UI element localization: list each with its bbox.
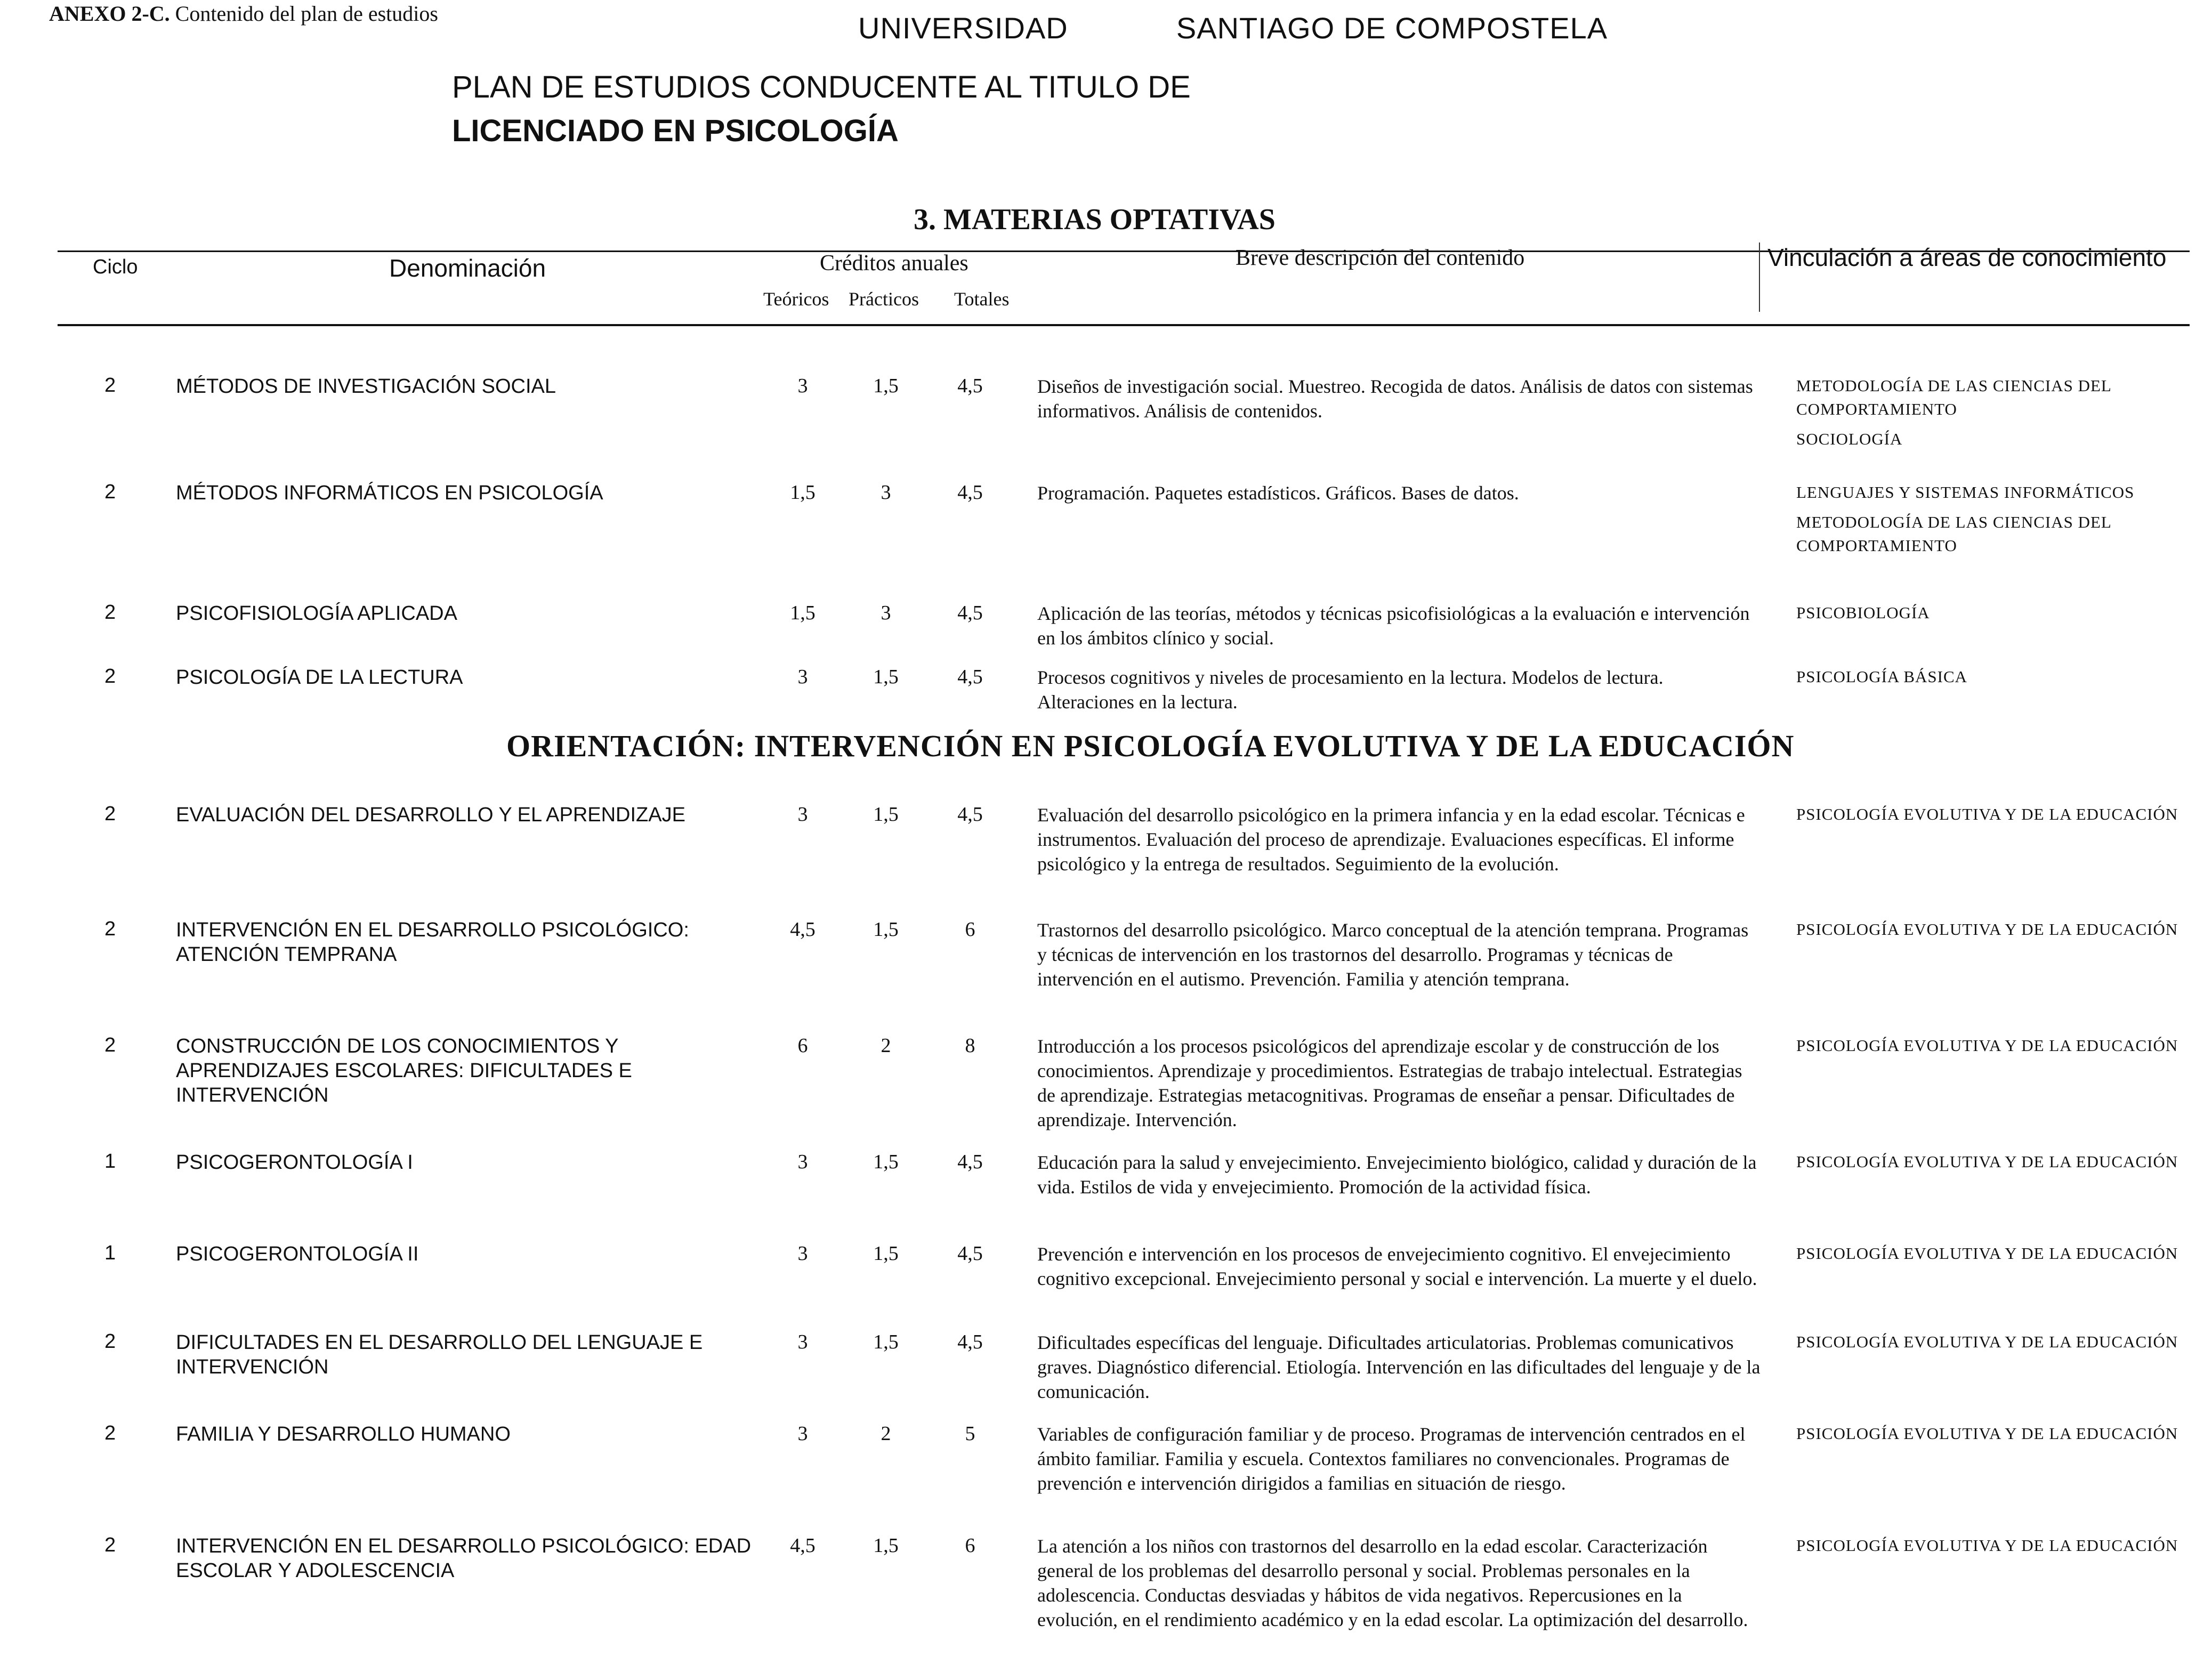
university-heading [858,11,1608,45]
knowledge-area: PSICOLOGÍA BÁSICA [1796,667,1968,686]
cell-teoricos: 3 [797,1422,808,1445]
cell-teoricos: 1,5 [790,481,816,504]
cell-practicos: 2 [881,1034,891,1057]
cell-denominacion: PSICOFISIOLOGÍA APLICADA [176,602,457,625]
cell-descripcion: Trastornos del desarrollo psicológico. Marco conceptual de la atención temprana. Programas y técnicas de intervención en los trastornos del desarrollo. Programas y técnicas de intervención en el autismo. Prevención. Familia y atención temprana. [1037,919,1749,990]
cell-ciclo: 2 [104,1034,116,1056]
knowledge-area: PSICOLOGÍA EVOLUTIVA Y DE LA EDUCACIÓN [1796,805,2178,823]
cell-practicos: 1,5 [873,375,899,397]
cell-ciclo: 2 [104,1330,116,1353]
cell-practicos: 2 [881,1422,891,1445]
cell-denominacion: EVALUACIÓN DEL DESARROLLO Y EL APRENDIZAJE [176,804,685,826]
column-header-practicos: Prácticos [849,288,919,310]
table-header-rule [58,324,2190,326]
cell-totales: 4,5 [957,1151,983,1173]
cell-teoricos: 3 [797,1151,808,1173]
cell-vinculacion [1796,481,2180,564]
cell-vinculacion [1796,601,2180,631]
cell-vinculacion [1796,1330,2180,1360]
knowledge-area: PSICOLOGÍA EVOLUTIVA Y DE LA EDUCACIÓN [1796,1332,2178,1351]
cell-vinculacion [1796,918,2180,948]
cell-totales: 4,5 [957,375,983,397]
knowledge-area: METODOLOGÍA DE LAS CIENCIAS DEL COMPORTAMIENTO [1796,376,2111,418]
cell-totales: 4,5 [957,1331,983,1353]
cell-descripcion: Dificultades específicas del lenguaje. Dificultades articulatorias. Problemas comunicativos graves. Diagnóstico diferencial. Etiología. Intervención en las dificultades del lenguaje y de la comunicación. [1037,1332,1761,1402]
cell-practicos: 1,5 [873,1151,899,1173]
cell-totales: 4,5 [957,803,983,826]
cell-denominacion: PSICOGERONTOLOGÍA II [176,1243,419,1265]
cell-totales: 4,5 [957,666,983,688]
cell-vinculacion [1796,1034,2180,1064]
cell-teoricos: 4,5 [790,1534,816,1557]
cell-ciclo: 2 [104,803,116,825]
cell-practicos: 3 [881,602,891,624]
cell-denominacion: MÉTODOS INFORMÁTICOS EN PSICOLOGÍA [176,482,603,504]
cell-teoricos: 3 [797,375,808,397]
cell-denominacion: PSICOLOGÍA DE LA LECTURA [176,666,463,689]
cell-vinculacion [1796,1150,2180,1180]
column-header-teoricos: Teóricos [763,288,829,310]
cell-ciclo: 2 [104,665,116,688]
section-title: 3. MATERIAS OPTATIVAS [914,203,1275,236]
cell-descripcion: Programación. Paquetes estadísticos. Gráficos. Bases de datos. [1037,482,1519,504]
column-header-descripcion: Breve descripción del contenido [1236,246,1525,270]
cell-practicos: 1,5 [873,1331,899,1353]
cell-vinculacion [1796,665,2180,695]
cell-descripcion: Educación para la salud y envejecimiento. Envejecimiento biológico, calidad y duración de la vida. Estilos de vida y envejecimiento. Promoción de la actividad física. [1037,1152,1757,1198]
header-column-separator [1759,243,1760,312]
cell-totales: 4,5 [957,1242,983,1265]
cell-teoricos: 3 [797,1242,808,1265]
cell-descripcion: Prevención e intervención en los procesos de envejecimiento cognitivo. El envejecimiento cognitivo excepcional. Envejecimiento personal y social e intervención. La muerte y el duelo. [1037,1243,1757,1289]
cell-descripcion: Procesos cognitivos y niveles de procesamiento en la lectura. Modelos de lectura. Alteraciones en la lectura. [1037,667,1664,713]
cell-vinculacion [1796,1422,2180,1452]
cell-practicos: 1,5 [873,1534,899,1557]
knowledge-area: PSICOBIOLOGÍA [1796,603,1930,622]
cell-descripcion: Introducción a los procesos psicológicos del aprendizaje escolar y de construcción de los conocimientos. Aprendizaje y procedimientos. Estrategias de trabajo intelectual. Estrategias de aprendizaje. Estrategias metacognitivas. Programas de enseñar a pensar. Dificultades de aprendizaje. Intervención. [1037,1036,1742,1130]
cell-teoricos: 3 [797,666,808,688]
cell-denominacion: MÉTODOS DE INVESTIGACIÓN SOCIAL [176,375,556,398]
knowledge-area: PSICOLOGÍA EVOLUTIVA Y DE LA EDUCACIÓN [1796,1152,2178,1171]
column-header-vinculacion: Vinculación a áreas de conocimiento [1767,244,2167,271]
cell-teoricos: 6 [797,1034,808,1057]
cell-descripcion: Variables de configuración familiar y de proceso. Programas de intervención centrados en el ámbito familiar. Familia y escuela. Contextos familiares no convencionales. Programas de prevención e intervención dirigidos a familias en situación de riesgo. [1037,1424,1746,1494]
column-header-denominacion: Denominación [389,254,546,282]
university-label: UNIVERSIDAD [858,11,1068,45]
cell-descripcion: Diseños de investigación social. Muestreo. Recogida de datos. Análisis de datos con sistemas informativos. Análisis de contenidos. [1037,376,1753,422]
column-header-ciclo: Ciclo [93,256,138,278]
cell-denominacion: FAMILIA Y DESARROLLO HUMANO [176,1423,511,1445]
degree-title: LICENCIADO EN PSICOLOGÍA [452,114,899,148]
cell-vinculacion [1796,803,2180,832]
cell-denominacion: PSICOGERONTOLOGÍA I [176,1151,413,1174]
cell-denominacion: INTERVENCIÓN EN EL DESARROLLO PSICOLÓGICO: EDAD ESCOLAR Y ADOLESCENCIA [176,1535,752,1582]
cell-practicos: 1,5 [873,666,899,688]
cell-teoricos: 4,5 [790,918,816,941]
cell-ciclo: 2 [104,374,116,397]
university-city: SANTIAGO DE COMPOSTELA [1176,11,1608,45]
knowledge-area: PSICOLOGÍA EVOLUTIVA Y DE LA EDUCACIÓN [1796,920,2178,939]
cell-ciclo: 2 [104,481,116,503]
cell-practicos: 1,5 [873,803,899,826]
knowledge-area: PSICOLOGÍA EVOLUTIVA Y DE LA EDUCACIÓN [1796,1244,2178,1263]
cell-denominacion: INTERVENCIÓN EN EL DESARROLLO PSICOLÓGICO: ATENCIÓN TEMPRANA [176,919,689,966]
cell-totales: 8 [965,1034,975,1057]
cell-denominacion: DIFICULTADES EN EL DESARROLLO DEL LENGUAJE E INTERVENCIÓN [176,1331,703,1378]
cell-ciclo: 1 [104,1150,116,1173]
annex-label: ANEXO 2-C. [49,2,170,26]
cell-practicos: 1,5 [873,918,899,941]
cell-descripcion: Evaluación del desarrollo psicológico en la primera infancia y en la edad escolar. Técnicas e instrumentos. Evaluación del proceso de aprendizaje. Evaluaciones específicas. El informe psicológico y la entrega de resultados. Seguimiento de la evolución. [1037,804,1745,875]
knowledge-area: METODOLOGÍA DE LAS CIENCIAS DEL COMPORTAMIENTO [1796,513,2111,555]
cell-ciclo: 2 [104,1534,116,1556]
cell-totales: 6 [965,918,975,941]
cell-vinculacion [1796,1242,2180,1272]
cell-totales: 4,5 [957,481,983,504]
column-header-totales: Totales [954,288,1010,310]
cell-teoricos: 3 [797,1331,808,1353]
cell-totales: 5 [965,1422,975,1445]
knowledge-area: PSICOLOGÍA EVOLUTIVA Y DE LA EDUCACIÓN [1796,1036,2178,1055]
cell-descripcion: Aplicación de las teorías, métodos y técnicas psicofisiológicas a la evaluación e intervención en los ámbitos clínico y social. [1037,603,1750,649]
cell-ciclo: 2 [104,918,116,940]
knowledge-area: SOCIOLOGÍA [1796,430,1903,448]
cell-practicos: 1,5 [873,1242,899,1265]
orientation-title: ORIENTACIÓN: INTERVENCIÓN EN PSICOLOGÍA EVOLUTIVA Y DE LA EDUCACIÓN [506,729,1795,763]
cell-ciclo: 1 [104,1242,116,1264]
cell-teoricos: 1,5 [790,602,816,624]
knowledge-area: PSICOLOGÍA EVOLUTIVA Y DE LA EDUCACIÓN [1796,1536,2178,1555]
cell-totales: 6 [965,1534,975,1557]
annex-heading [49,1,438,26]
knowledge-area: LENGUAJES Y SISTEMAS INFORMÁTICOS [1796,483,2135,502]
cell-denominacion: CONSTRUCCIÓN DE LOS CONOCIMIENTOS Y APRENDIZAJES ESCOLARES: DIFICULTADES E INTERVENCIÓN [176,1035,632,1106]
cell-ciclo: 2 [104,1422,116,1444]
annex-text: Contenido del plan de estudios [175,2,438,26]
cell-practicos: 3 [881,481,891,504]
cell-vinculacion [1796,1534,2180,1564]
cell-descripcion: La atención a los niños con trastornos del desarrollo en la edad escolar. Caracterización general de los problemas del desarrollo personal y social. Problemas personales en la adolescencia. Conductas desviadas y hábitos de vida negativos. Repercusiones en la evolución, en el rendimiento académico y en la edad escolar. La optimización del desarrollo. [1037,1535,1748,1630]
cell-ciclo: 2 [104,601,116,624]
plan-title: PLAN DE ESTUDIOS CONDUCENTE AL TITULO DE [452,70,1191,104]
cell-teoricos: 3 [797,803,808,826]
knowledge-area: PSICOLOGÍA EVOLUTIVA Y DE LA EDUCACIÓN [1796,1424,2178,1443]
column-header-creditos: Créditos anuales [820,251,968,276]
cell-totales: 4,5 [957,602,983,624]
cell-vinculacion [1796,374,2180,457]
